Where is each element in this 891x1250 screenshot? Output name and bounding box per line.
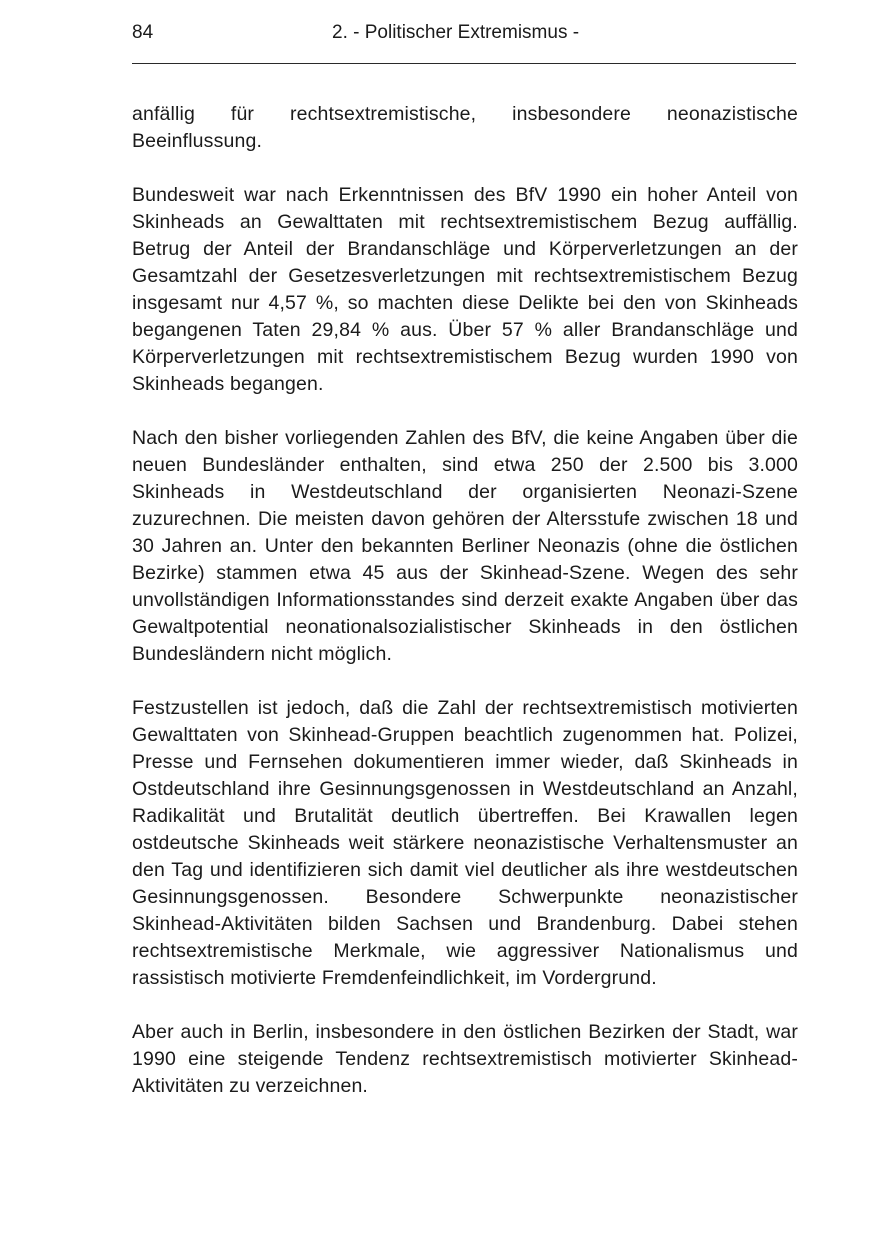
paragraph-continuation: anfällig für rechtsextremistische, insbesondere neonazistische Beeinflussung. (132, 103, 798, 152)
paragraph-east-germany: Festzustellen ist jedoch, daß die Zahl der rechtsextremistisch motivierten Gewalttaten von Skinhead-Gruppen beachtlich zugenommen hat. Polizei, Presse und Fernsehen dokumentieren immer wieder, daß Skinheads in Ostdeutschland ihre Gesinnungsgenossen in Westdeutschland an Anzahl, Radikalität und Brutalität deutlich übertreffen. Bei Krawallen legen ostdeutsche Skinheads weit stärkere neonazistische Verhaltensmuster an den Tag und identifizieren sich damit viel deutlicher als ihre westdeutschen Gesinnungsgenossen. Besondere Schwerpunkte neonazistischer Skinhead-Aktivitäten bilden Sachsen und Brandenburg. Dabei stehen rechtsextremistische Merkmale, wie aggressiver Nationalismus und rassistisch motivierte Fremdenfeindlichkeit, im Vordergrund. (132, 697, 798, 989)
header-rule (132, 63, 796, 64)
paragraph-berlin: Aber auch in Berlin, insbesondere in den östlichen Bezirken der Stadt, war 1990 eine steigende Tendenz rechtsextremistisch motivierter Skinhead-Aktivitäten zu verzeichnen. (132, 1021, 798, 1097)
body-text (132, 101, 798, 1127)
paragraph-bfv-statistics: Bundesweit war nach Erkenntnissen des BfV 1990 ein hoher Anteil von Skinheads an Gewalttaten mit rechtsextremistischem Bezug auffällig. Betrug der Anteil der Brandanschläge und Körperverletzungen an der Gesamtzahl der Gesetzesverletzungen mit rechtsextremistischem Bezug insgesamt nur 4,57 %, so machten diese Delikte bei den von Skinheads begangenen Taten 29,84 % aus. Über 57 % aller Brandanschläge und Körperverletzungen mit rechtsextremistischem Bezug wurden 1990 von Skinheads begangen. (132, 184, 798, 395)
page-number: 84 (132, 22, 154, 43)
running-title: 2. - Politischer Extremismus - (332, 22, 580, 43)
paragraph-neonazi-scene: Nach den bisher vorliegenden Zahlen des BfV, die keine Angaben über die neuen Bundesländer enthalten, sind etwa 250 der 2.500 bis 3.000 Skinheads in Westdeutschland der organisierten Neonazi-Szene zuzurechnen. Die meisten davon gehören der Altersstufe zwischen 18 und 30 Jahren an. Unter den bekannten Berliner Neonazis (ohne die östlichen Bezirke) stammen etwa 45 aus der Skinhead-Szene. Wegen des sehr unvollständigen Informationsstandes sind derzeit exakte Angaben über das Gewaltpotential neonationalsozialistischer Skinheads in den östlichen Bundesländern nicht möglich. (132, 427, 798, 665)
page-header (132, 20, 796, 48)
